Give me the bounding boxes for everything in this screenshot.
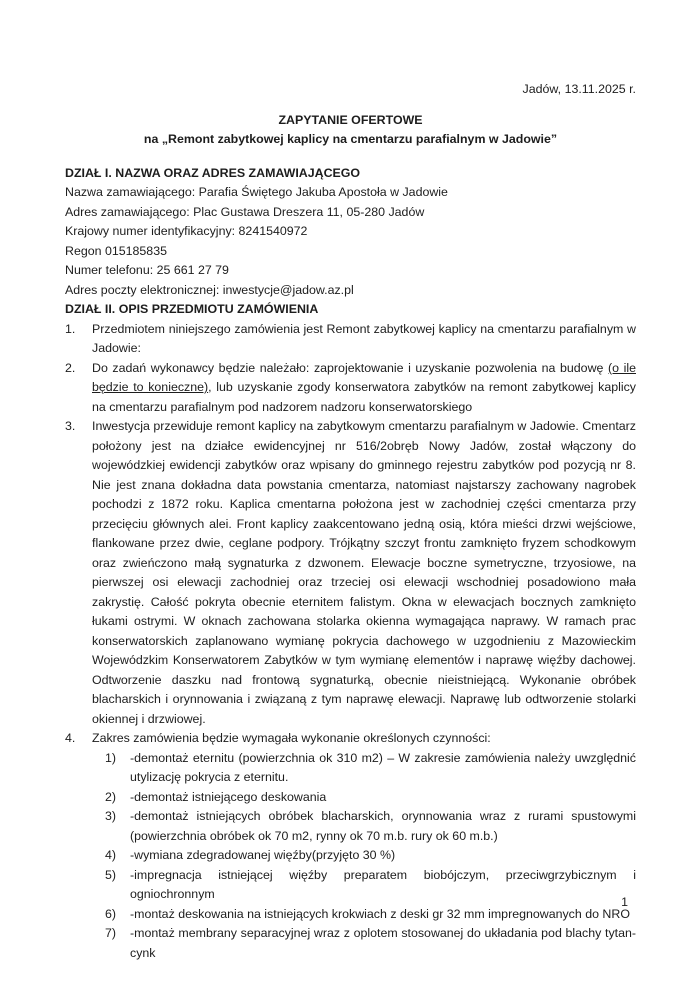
sublist-item-2-number: 2) <box>105 789 117 804</box>
list-item-2-text-before: Do zadań wykonawcy będzie należało: zaprojektowanie i uzyskanie pozwolenia na budowę <box>92 360 608 375</box>
list-item-2-number: 2. <box>65 360 76 375</box>
list-item-3-text: Inwestycja przewiduje remont kaplicy na zabytkowym cmentarzu parafialnym w Jadowie. Cmentarz położony jest na działce ewidencyjnej nr 516/2obręb Nowy Jadów, został włączony do wojewódzkiej ewidencji zabytków oraz wpisany do gminnego rejestru zabytków pod pozycją nr 8. Nie jest znana dokładna data powstania cmentarza, natomiast najstarszy zachowany nagrobek pochodzi z 1872 roku. Kaplica cmentarna położona jest w zachodniej części cmentarza przy przecięciu głównych alei. Front kaplicy zaakcentowano jedną osią, która mieści drzwi wejściowe, flankowane przez dwie, ceglane podpory. Trójkątny szczyt frontu zamknięto fryzem schodkowym oraz zwieńczono małą sygnaturka z dzwonem. Elewacje boczne symetryczne, trzyosiowe, na pierwszej osi elewacji zachodniej oraz trzeciej osi elewacji wschodniej posadowiono mała zakrystię. Całość pokryta obecnie eternitem falistym. Okna w elewacjach bocznych zamknięto łukami ostrymi. W oknach zachowana stolarka okienna wymagająca naprawy. W ramach prac konserwatorskich zaplanowano wymianę pokrycia dachowego w uzgodnieniu z Mazowieckim Wojewódzkim Konserwatorem Zabytków w tym wymianę elementów i naprawę więźby dachowej. Odtworzenie daszku nad frontową sygnaturką, obecnie nieistniejącą. Wykonanie obróbek blacharskich i orynnowania i związaną z tym naprawę elewacji. Naprawę lub odtworzenie stolarki okiennej i drzwiowej. <box>92 419 636 726</box>
sublist-item-6 <box>105 905 636 925</box>
sublist-item-4-text: -wymiana zdegradowanej więźby(przyjęto 30 %) <box>130 848 396 862</box>
buyer-email-line: Adres poczty elektronicznej: inwestycje@jadow.az.pl <box>65 282 354 297</box>
sublist-item-4-number: 4) <box>105 848 117 862</box>
list-item-2-underlined-text: (o ile będzie to konieczne) <box>92 360 636 394</box>
sublist-item-3-number: 3) <box>105 809 117 823</box>
buyer-regon-line: Regon 015185835 <box>65 243 167 258</box>
sublist-item-2-text: -demontaż istniejącego deskowania <box>130 789 327 804</box>
sublist-item-1-number: 1) <box>105 750 117 765</box>
sublist-item-7-number: 7) <box>105 926 117 940</box>
buyer-details-block <box>65 183 636 300</box>
document-title: ZAPYTANIE OFERTOWE <box>278 112 423 127</box>
list-item-2-text <box>92 359 636 418</box>
sublist-item-7-text: -montaż membrany separacyjnej wraz z oplotem stosowanej do układania pod blachy tytan-cynk <box>130 926 636 960</box>
list-item-1 <box>65 320 636 359</box>
page-number: 1 <box>621 895 628 909</box>
list-item-4-text: Zakres zamówienia będzie wymagała wykonanie określonych czynności: <box>92 731 491 745</box>
list-item-4-number: 4. <box>65 731 76 745</box>
sublist-item-5-number: 5) <box>105 867 117 882</box>
section-2-heading: DZIAŁ II. OPIS PRZEDMIOTU ZAMÓWIENIA <box>65 302 319 316</box>
document-title-block <box>65 111 636 150</box>
section-1-heading: DZIAŁ I. NAZWA ORAZ ADRES ZAMAWIAJĄCEGO <box>65 165 361 180</box>
sublist-item-6-text: -montaż deskowania na istniejących krokwiach z deski gr 32 mm impregnowanych do NRO <box>130 906 630 921</box>
list-item-1-text: Przedmiotem niniejszego zamówienia jest Remont zabytkowej kaplicy na cmentarzu parafialnym w Jadowie: <box>92 321 636 355</box>
section-2-list <box>65 320 636 964</box>
list-item-3-number: 3. <box>65 419 76 433</box>
list-item-1-number: 1. <box>65 321 76 336</box>
buyer-phone-line: Numer telefonu: 25 661 27 79 <box>65 263 229 277</box>
sublist-item-4 <box>105 846 636 866</box>
buyer-address-line: Adres zamawiającego: Plac Gustawa Dreszera 11, 05-280 Jadów <box>65 204 425 219</box>
document-date: Jadów, 13.11.2025 r. <box>522 82 636 96</box>
sublist-item-1 <box>105 749 636 788</box>
list-item-4 <box>65 729 636 749</box>
sublist-item-6-number: 6) <box>105 906 117 921</box>
sublist-item-1-text: -demontaż eternitu (powierzchnia ok 310 m2) – W zakresie zamówienia należy uwzględnić utylizację pokrycia z eternitu. <box>130 750 636 784</box>
sublist-item-7 <box>105 924 636 963</box>
sublist-item-5 <box>105 866 636 905</box>
document-subtitle: na „Remont zabytkowej kaplicy na cmentarzu parafialnym w Jadowie” <box>143 132 558 146</box>
sublist-item-3-text: -demontaż istniejących obróbek blacharskich, orynnowania wraz z rurami spustowymi (powierzchnia obróbek ok 70 m2, rynny ok 70 m.b. rury ok 60 m.b.) <box>130 809 636 843</box>
buyer-name-line: Nazwa zamawiającego: Parafia Świętego Jakuba Apostoła w Jadowie <box>65 185 448 199</box>
list-item-2-text-after: , lub uzyskanie zgody konserwatora zabytków na remont zabytkowej kaplicy na cmentarzu parafialnym pod nadzorem nadzoru konserwatorskiego <box>92 380 636 414</box>
sublist-item-5-text: -impregnacja istniejącej więźby preparatem biobójczym, przeciwgrzybicznym i ogniochronnym <box>130 867 636 901</box>
list-item-3 <box>65 417 636 729</box>
buyer-tax-id-line: Krajowy numer identyfikacyjny: 8241540972 <box>65 224 308 238</box>
sublist-item-2 <box>105 788 636 808</box>
sublist-item-3 <box>105 807 636 846</box>
list-item-2 <box>65 359 636 418</box>
